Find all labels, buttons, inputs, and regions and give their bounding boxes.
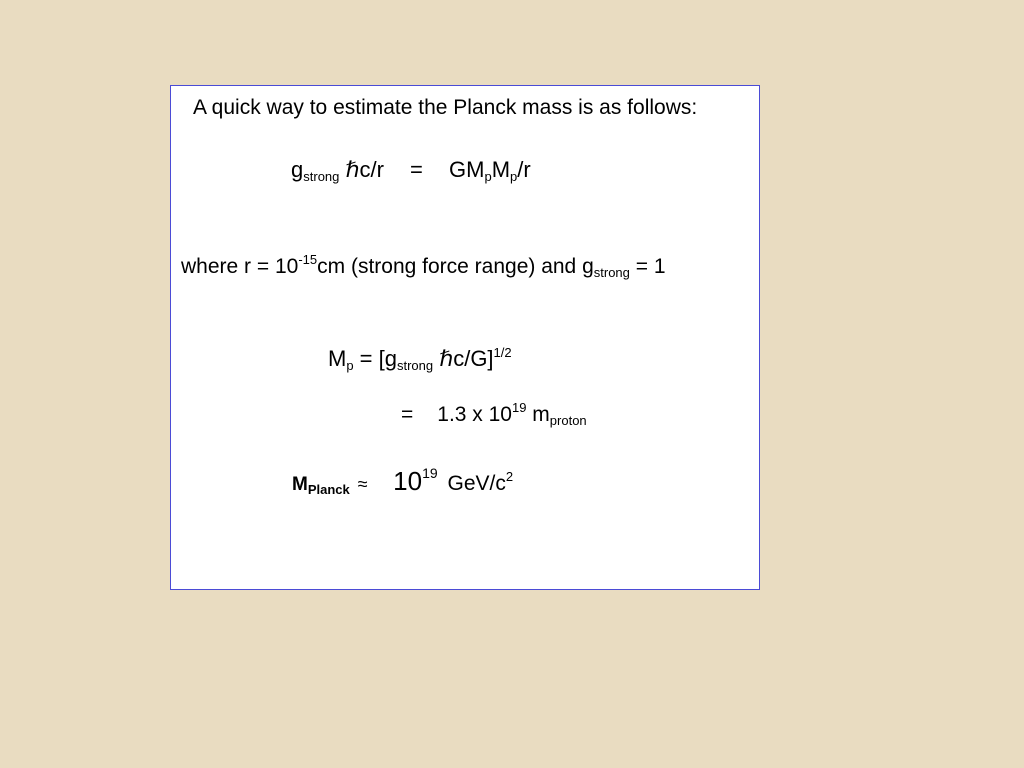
planck-exponent: 19 [422,465,438,481]
hbar-symbol: ℏ [345,157,360,182]
ten: 10 [393,466,423,496]
c-over-r: c/r [359,157,384,182]
equals-sign: = [401,403,414,426]
equation-force-balance [291,157,531,184]
m-symbol: M [328,346,347,371]
equation-planck [292,465,514,497]
value-text: 1.3 x 10 [437,403,512,426]
g-subscript: strong [396,358,434,373]
where-tail: = 1 [629,255,666,278]
m-text: m [526,403,550,426]
planck-subscript: Planck [307,482,350,497]
unit-exponent: 2 [505,469,514,484]
g-subscript: strong [303,169,340,184]
equals-sign: = [410,157,423,182]
content-box [170,85,760,590]
value-exponent: 19 [512,400,527,415]
over-r: /r [517,157,531,182]
where-exponent: -15 [298,252,318,267]
where-condition [181,252,666,280]
g-symbol: g [291,157,304,182]
c-over-g: c/G] [453,346,494,371]
where-g-subscript: strong [593,265,630,280]
mid-text: = [g [353,346,397,371]
m-planck: M [292,474,308,495]
half-exponent: 1/2 [493,345,512,360]
where-pre: where r = 10 [181,255,299,278]
p-subscript-2: p [510,169,518,184]
unit-text: GeV/c [447,472,506,495]
m-subscript: p [346,358,354,373]
proton-subscript: proton [549,413,587,428]
approx-sign: ≈ [357,474,368,494]
intro-text: A quick way to estimate the Planck mass is as follows: [193,96,698,119]
where-post: cm (strong force range) and g [317,255,594,278]
equation-value [401,400,587,428]
equation-mass [328,345,512,373]
m-symbol: M [491,157,511,182]
hbar-symbol: ℏ [439,346,454,371]
gm-symbol: GM [449,157,485,182]
p-subscript-1: p [484,169,492,184]
